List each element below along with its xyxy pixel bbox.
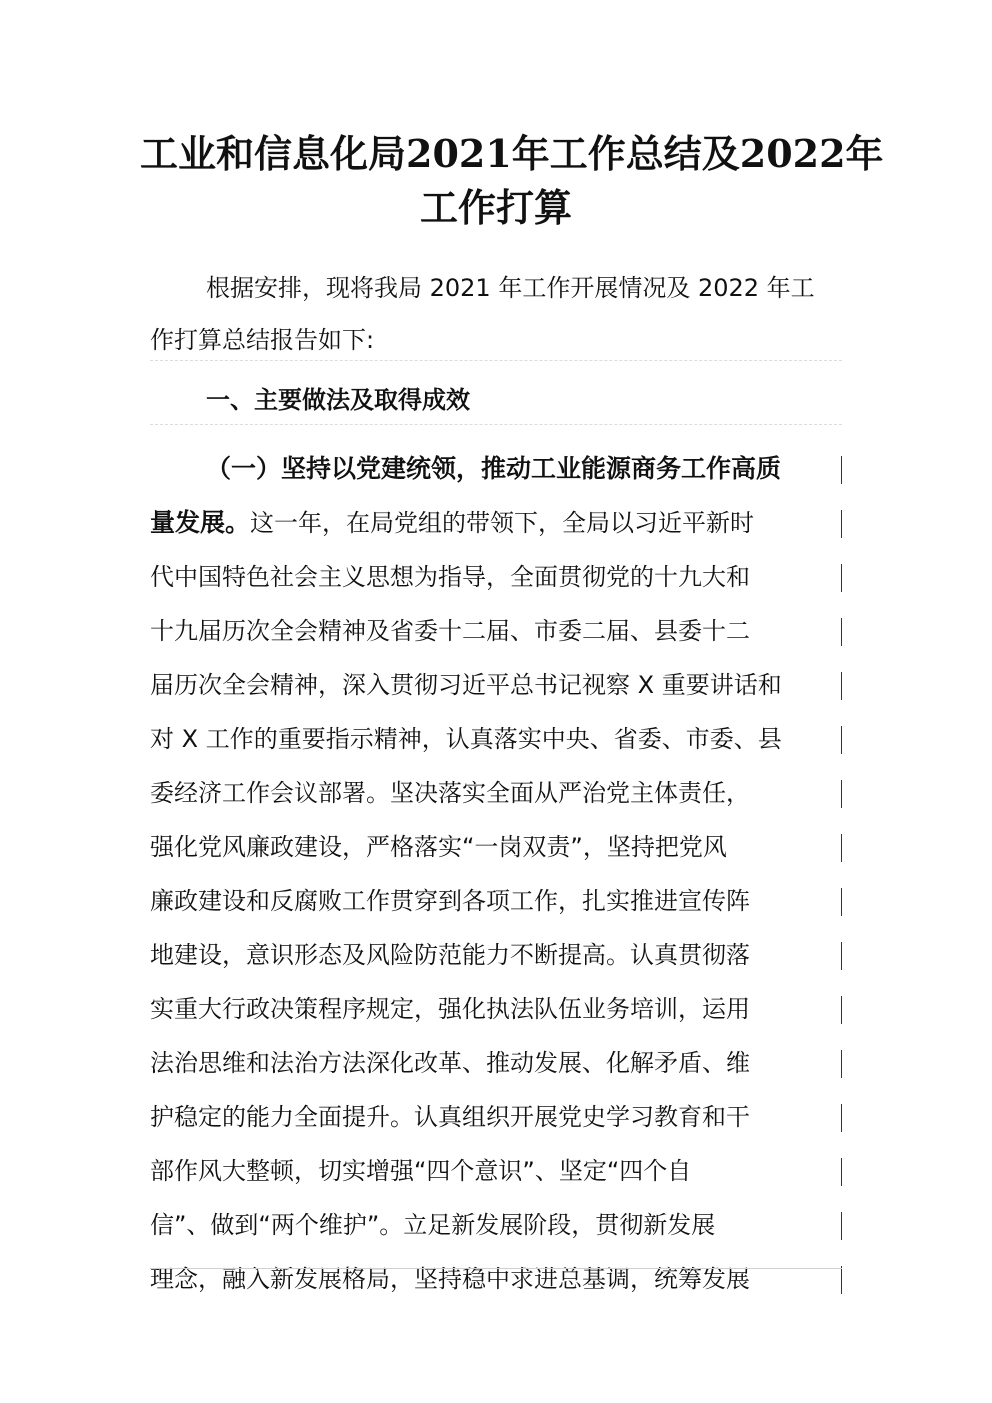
margin-bar <box>841 1104 842 1132</box>
body-line <box>150 442 842 496</box>
section-heading: 一、主要做法及取得成效 <box>206 386 470 414</box>
body-line <box>150 1036 842 1090</box>
body-text: 强化党风廉政建设，严格落实“一岗双责”，坚持把党风 <box>150 833 727 861</box>
body-text: 护稳定的能力全面提升。认真组织开展党史学习教育和干 <box>150 1103 750 1131</box>
body-line <box>150 604 842 658</box>
margin-bar <box>841 510 842 538</box>
divider <box>150 360 842 361</box>
intro-line: 根据安排，现将我局 2021 年工作开展情况及 2022 年工 <box>206 274 815 302</box>
body-line <box>150 1144 842 1198</box>
body-line <box>150 1198 842 1252</box>
body-text: 地建设，意识形态及风险防范能力不断提高。认真贯彻落 <box>150 941 750 969</box>
body-text: 部作风大整顿，切实增强“四个意识”、坚定“四个自 <box>150 1157 692 1185</box>
page-bottom-rule <box>150 1268 842 1269</box>
body-line <box>150 1252 842 1306</box>
margin-bar <box>841 996 842 1024</box>
body-line <box>150 550 842 604</box>
body-text: 代中国特色社会主义思想为指导，全面贯彻党的十九大和 <box>150 563 750 591</box>
body-line <box>150 658 842 712</box>
margin-bar <box>841 672 842 700</box>
subsection-heading: （一）坚持以党建统领，推动工业能源商务工作高质 <box>206 454 782 483</box>
intro-line: 作打算总结报告如下: <box>150 326 375 354</box>
body-line <box>150 712 842 766</box>
body-paragraph <box>150 442 842 1306</box>
body-text: 理念，融入新发展格局，坚持稳中求进总基调，统筹发展 <box>150 1265 750 1293</box>
margin-bar <box>841 888 842 916</box>
margin-bar <box>841 456 842 484</box>
body-text: 这一年，在局党组的带领下，全局以习近平新时 <box>250 509 755 537</box>
document-title-line-2: 工作打算 <box>419 185 572 230</box>
body-text: 法治思维和法治方法深化改革、推动发展、化解矛盾、维 <box>150 1049 750 1077</box>
body-line <box>150 766 842 820</box>
body-line <box>150 874 842 928</box>
body-text: 信”、做到“两个维护”。立足新发展阶段，贯彻新发展 <box>150 1211 716 1239</box>
body-text: 十九届历次全会精神及省委十二届、市委二届、县委十二 <box>150 617 750 645</box>
body-line <box>150 496 842 550</box>
body-text: 对 X 工作的重要指示精神，认真落实中央、省委、市委、县 <box>150 725 782 753</box>
margin-bar <box>841 942 842 970</box>
margin-bar <box>841 726 842 754</box>
margin-bar <box>841 1212 842 1240</box>
margin-bar <box>841 1266 842 1294</box>
body-line <box>150 982 842 1036</box>
margin-bar <box>841 618 842 646</box>
body-line <box>150 1090 842 1144</box>
margin-bar <box>841 780 842 808</box>
margin-bar <box>841 1158 842 1186</box>
divider <box>150 424 842 425</box>
margin-bar <box>841 564 842 592</box>
document-title-line-1: 工业和信息化局2021年工作总结及2022年 <box>140 131 884 176</box>
body-text: 届历次全会精神，深入贯彻习近平总书记视察 X 重要讲话和 <box>150 671 782 699</box>
margin-bar <box>841 834 842 862</box>
body-line <box>150 928 842 982</box>
margin-bar <box>841 1050 842 1078</box>
subsection-heading-tail: 量发展。 <box>150 508 251 537</box>
body-text: 廉政建设和反腐败工作贯穿到各项工作，扎实推进宣传阵 <box>150 887 750 915</box>
body-text: 实重大行政决策程序规定，强化执法队伍业务培训，运用 <box>150 995 750 1023</box>
body-line <box>150 820 842 874</box>
body-text: 委经济工作会议部署。坚决落实全面从严治党主体责任， <box>150 779 750 807</box>
intro-paragraph <box>150 262 842 366</box>
